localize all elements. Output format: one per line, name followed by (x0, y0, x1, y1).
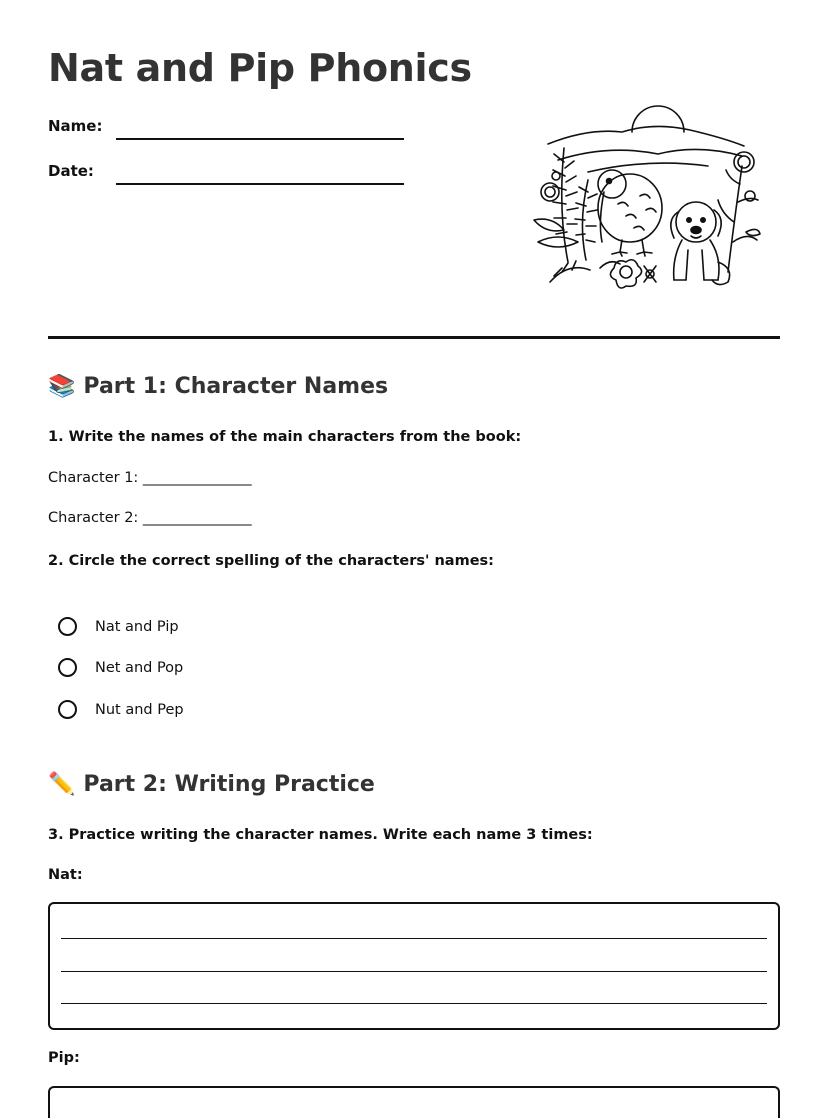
section-divider (48, 336, 780, 339)
radio-circle-icon[interactable] (58, 658, 77, 677)
date-input-line[interactable] (116, 183, 404, 185)
books-icon: 📚 (48, 374, 76, 399)
name-label: Name: (48, 117, 103, 135)
option-label: Nut and Pep (95, 701, 184, 718)
option-label: Net and Pop (95, 659, 184, 676)
radio-circle-icon[interactable] (58, 700, 77, 719)
writing-line (61, 938, 767, 939)
character-2-line[interactable]: Character 2: _______________ (48, 510, 252, 526)
nat-writing-box[interactable] (48, 902, 780, 1030)
pencil-icon: ✏️ (48, 772, 76, 797)
part2-title: Part 2: Writing Practice (83, 772, 375, 797)
part1-heading (48, 374, 388, 399)
date-label: Date: (48, 162, 94, 180)
spelling-option[interactable] (58, 700, 184, 719)
spelling-option[interactable] (58, 617, 179, 636)
kiwi-and-puppy-illustration (528, 92, 764, 298)
page-title: Nat and Pip Phonics (48, 46, 472, 90)
pip-label: Pip: (48, 1050, 80, 1066)
part1-title: Part 1: Character Names (83, 374, 389, 399)
pip-writing-box[interactable] (48, 1086, 780, 1118)
name-input-line[interactable] (116, 138, 404, 140)
part2-heading (48, 772, 375, 797)
question-1: 1. Write the names of the main characters from the book: (48, 429, 522, 445)
writing-line (61, 971, 767, 972)
question-3: 3. Practice writing the character names. Write each name 3 times: (48, 827, 593, 843)
spelling-option[interactable] (58, 658, 183, 677)
character-1-line[interactable]: Character 1: _______________ (48, 470, 252, 486)
question-2: 2. Circle the correct spelling of the characters' names: (48, 553, 494, 569)
writing-line (61, 1003, 767, 1004)
nat-label: Nat: (48, 867, 83, 883)
option-label: Nat and Pip (95, 618, 179, 635)
radio-circle-icon[interactable] (58, 617, 77, 636)
